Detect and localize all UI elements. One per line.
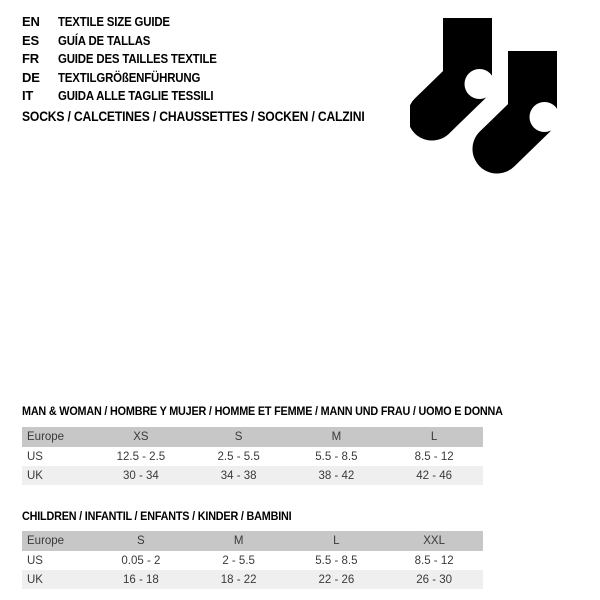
language-title-block bbox=[22, 13, 238, 106]
table-row-us bbox=[22, 551, 483, 570]
column-header-size-xs: XS bbox=[92, 427, 190, 447]
lang-title: TEXTILGRÖßENFÜHRUNG bbox=[58, 69, 201, 85]
region-cell: UK bbox=[27, 469, 43, 482]
table-header-row bbox=[22, 427, 483, 447]
size-cell: 0.05 - 2 bbox=[121, 554, 161, 567]
size-cell: 5.5 - 8.5 bbox=[315, 554, 358, 567]
region-cell: UK bbox=[27, 573, 43, 586]
category-line: SOCKS / CALCETINES / CHAUSSETTES / SOCKEN / CALZINI bbox=[22, 109, 365, 124]
lang-title: GUÍA DE TALLAS bbox=[58, 32, 151, 48]
sock-glyph-back bbox=[432, 18, 495, 116]
size-cell: 16 - 18 bbox=[122, 573, 159, 586]
lang-code: IT bbox=[22, 88, 34, 104]
lang-title: GUIDA ALLE TAGLIE TESSILI bbox=[58, 88, 214, 104]
table-title-children: CHILDREN / INFANTIL / ENFANTS / KINDER / BAMBINI bbox=[22, 511, 292, 523]
size-cell: 2 - 5.5 bbox=[222, 554, 255, 567]
lang-code: ES bbox=[22, 32, 39, 48]
region-cell: US bbox=[27, 554, 43, 567]
lang-code: EN bbox=[22, 14, 40, 29]
region-cell: US bbox=[27, 450, 43, 463]
column-header-size-s: S bbox=[92, 531, 190, 551]
table-row-us bbox=[22, 447, 483, 466]
column-header-size-m: M bbox=[288, 427, 386, 447]
column-header-size-xxl: XXL bbox=[385, 531, 483, 551]
table-row-uk bbox=[22, 466, 483, 485]
size-cell: 42 - 46 bbox=[416, 469, 453, 482]
column-header-region: Europe bbox=[22, 531, 92, 551]
lang-title: TEXTILE SIZE GUIDE bbox=[58, 14, 170, 29]
size-cell: 22 - 26 bbox=[318, 573, 355, 586]
lang-row-it bbox=[22, 87, 238, 106]
size-table-adults bbox=[22, 427, 483, 485]
sock-glyph-front bbox=[497, 51, 560, 149]
size-cell: 18 - 22 bbox=[220, 573, 257, 586]
table-row-uk bbox=[22, 570, 483, 589]
lang-code: FR bbox=[22, 51, 39, 67]
size-cell: 34 - 38 bbox=[220, 469, 257, 482]
column-header-size-m: M bbox=[190, 531, 288, 551]
table-title-adults: MAN & WOMAN / HOMBRE Y MUJER / HOMME ET FEMME / MANN UND FRAU / UOMO E DONNA bbox=[22, 406, 503, 418]
column-header-region: Europe bbox=[22, 427, 92, 447]
lang-row-fr bbox=[22, 50, 238, 69]
lang-row-de bbox=[22, 69, 238, 88]
lang-row-en bbox=[22, 13, 238, 32]
size-cell: 8.5 - 12 bbox=[414, 450, 454, 463]
table-header-row bbox=[22, 531, 483, 551]
size-cell: 38 - 42 bbox=[318, 469, 355, 482]
size-cell: 8.5 - 12 bbox=[414, 554, 454, 567]
socks-icon bbox=[410, 13, 560, 181]
column-header-size-l: L bbox=[288, 531, 386, 551]
size-cell: 26 - 30 bbox=[416, 573, 453, 586]
lang-title: GUIDE DES TAILLES TEXTILE bbox=[58, 51, 217, 67]
size-cell: 2.5 - 5.5 bbox=[217, 450, 260, 463]
lang-row-es bbox=[22, 32, 238, 51]
column-header-size-s: S bbox=[190, 427, 288, 447]
size-table-children bbox=[22, 531, 483, 589]
size-cell: 30 - 34 bbox=[122, 469, 159, 482]
size-cell: 5.5 - 8.5 bbox=[315, 450, 358, 463]
size-cell: 12.5 - 2.5 bbox=[116, 450, 166, 463]
lang-code: DE bbox=[22, 69, 40, 85]
column-header-size-l: L bbox=[385, 427, 483, 447]
